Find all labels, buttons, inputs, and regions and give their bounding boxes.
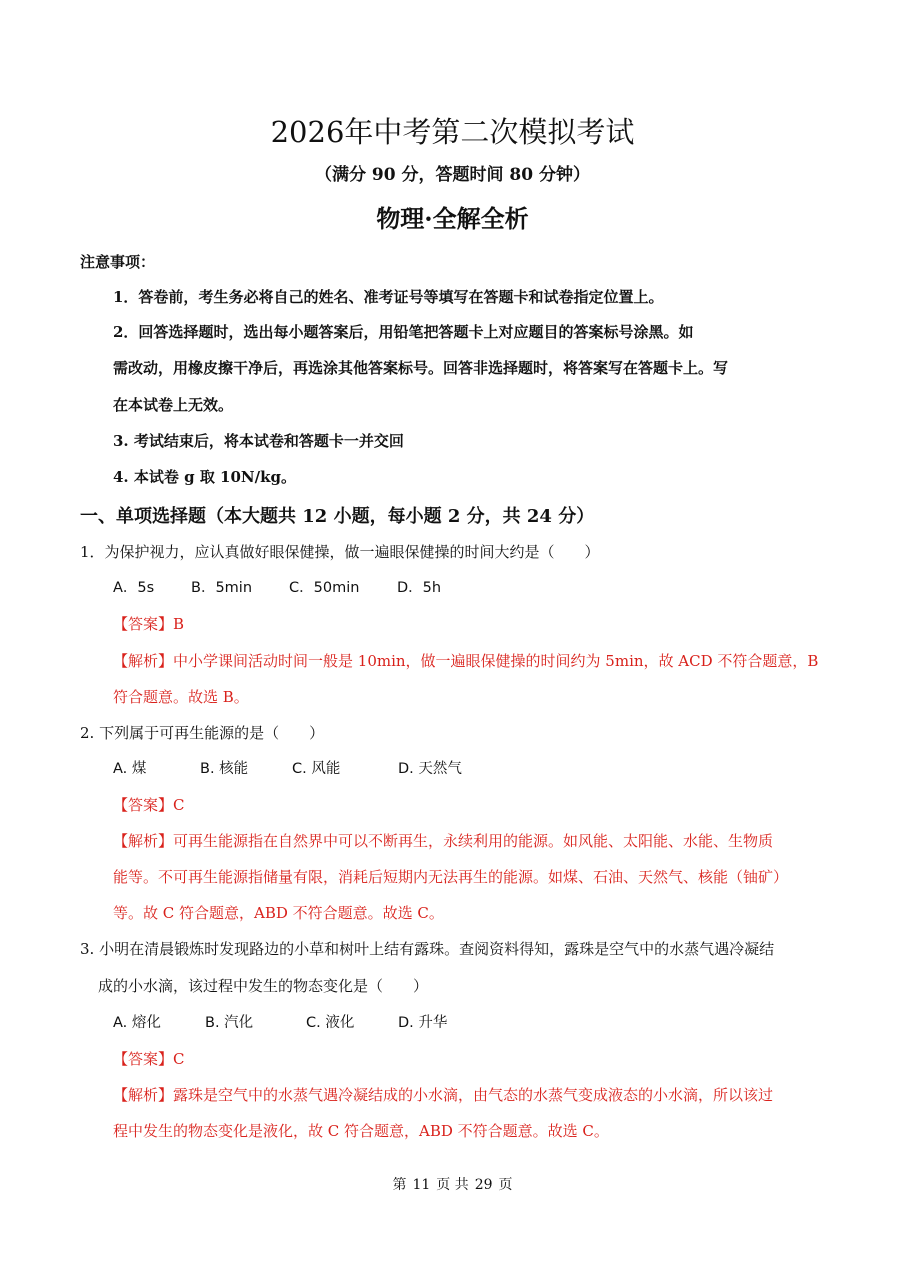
notice-line: 4. 本试卷 g 取 10N/kg。: [113, 468, 296, 486]
option-d: D．5h: [397, 580, 442, 596]
notice-line: 需改动，用橡皮擦干净后，再选涂其他答案标号。回答非选择题时，将答案写在答题卡上。写: [113, 359, 729, 377]
analysis-line: 【解析】露珠是空气中的水蒸气遇冷凝结成的小水滴，由气态的水蒸气变成液态的小水滴，所以该过: [113, 1086, 774, 1104]
section-heading: 一、单项选择题（本大题共 12 小题，每小题 2 分，共 24 分）: [80, 506, 595, 527]
exam-title: 2026年中考第二次模拟考试: [270, 115, 635, 149]
analysis-line: 程中发生的物态变化是液化，故 C 符合题意，ABD 不符合题意。故选 C。: [113, 1122, 609, 1140]
question-stem: 3. 小明在清晨锻炼时发现路边的小草和树叶上结有露珠。查阅资料得知，露珠是空气中的水蒸气遇冷凝结: [80, 940, 775, 958]
notice-heading: 注意事项：: [80, 253, 156, 271]
option-c: C．50min: [289, 580, 360, 596]
answer-label: 【答案】B: [113, 615, 185, 633]
notice-line: 2．回答选择题时，选出每小题答案后，用铅笔把答题卡上对应题目的答案标号涂黑。如: [113, 323, 694, 341]
option-c: C. 液化: [306, 1015, 355, 1031]
option-a: A．5s: [113, 580, 155, 596]
option-c: C. 风能: [292, 761, 341, 777]
analysis-line: 等。故 C 符合题意，ABD 不符合题意。故选 C。: [113, 904, 444, 922]
analysis-line: 【解析】中小学课间活动时间一般是 10min，做一遍眼保健操的时间约为 5min，故 ACD 不符合题意，B: [113, 652, 819, 670]
answer-label: 【答案】C: [113, 796, 185, 814]
option-b: B. 汽化: [205, 1015, 254, 1031]
analysis-line: 符合题意。故选 B。: [113, 688, 249, 706]
option-d: D. 天然气: [398, 761, 462, 777]
notice-line: 3. 考试结束后，将本试卷和答题卡一并交回: [113, 432, 404, 450]
footer-middle: 页 共: [436, 1177, 469, 1193]
option-b: B. 核能: [200, 761, 249, 777]
question-options: [113, 758, 462, 780]
option-a: A. 熔化: [113, 1015, 161, 1031]
analysis-line: 【解析】可再生能源指在自然界中可以不断再生，永续利用的能源。如风能、太阳能、水能、生物质: [113, 832, 774, 850]
page-footer: [0, 1175, 905, 1195]
answer-label: 【答案】C: [113, 1050, 185, 1068]
subject-title: 物理·全解全析: [376, 204, 529, 233]
total-page-number: 29: [474, 1177, 493, 1193]
footer-suffix: 页: [498, 1177, 513, 1193]
question-stem: 成的小水滴，该过程中发生的物态变化是（ ）: [98, 977, 429, 995]
option-a: A. 煤: [113, 761, 147, 777]
footer-prefix: 第: [392, 1177, 407, 1193]
question-options: [113, 1012, 447, 1034]
option-d: D. 升华: [398, 1015, 448, 1031]
exam-subtitle: （满分 90 分，答题时间 80 分钟）: [315, 165, 590, 185]
question-stem: 2. 下列属于可再生能源的是（ ）: [80, 724, 325, 742]
question-options: [113, 577, 441, 599]
notice-line: 1．答卷前，考生务必将自己的姓名、准考证号等填写在答题卡和试卷指定位置上。: [113, 288, 664, 306]
question-stem: 1．为保护视力，应认真做好眼保健操，做一遍眼保健操的时间大约是（ ）: [80, 543, 600, 561]
notice-line: 在本试卷上无效。: [113, 396, 234, 414]
option-b: B．5min: [191, 580, 253, 596]
current-page-number: 11: [412, 1177, 431, 1193]
analysis-line: 能等。不可再生能源指储量有限，消耗后短期内无法再生的能源。如煤、石油、天然气、核能（铀矿）: [113, 868, 789, 886]
